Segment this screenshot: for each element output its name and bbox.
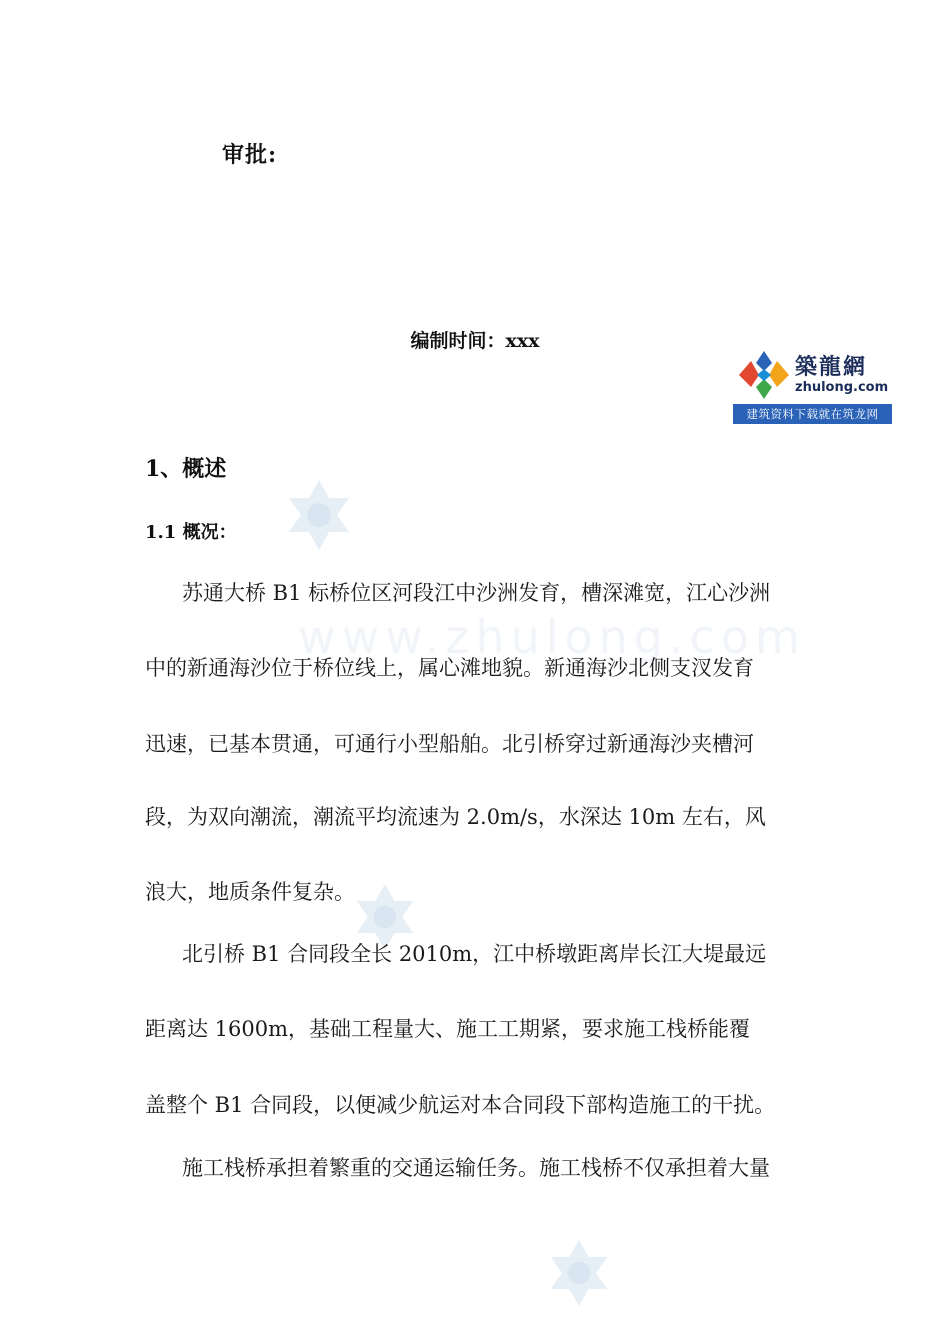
approval-label: 审批: [222,142,278,168]
paragraph-line: 浪大，地质条件复杂。 [145,880,355,904]
paragraph-line: 北引桥 B1 合同段全长 2010m，江中桥墩距离岸长江大堤最远 [182,942,767,966]
zhulong-emblem-icon [737,349,791,401]
section-subheading: 1.1 概况： [145,522,237,543]
logo-domain: zhulong.com [795,380,889,395]
logo-slogan: 建筑资料下载就在筑龙网 [733,404,892,424]
logo-name: 築龍網 [795,354,868,380]
paragraph-line: 盖整个 B1 合同段，以便减少航运对本合同段下部构造施工的干扰。 [145,1093,776,1117]
paragraph-line: 苏通大桥 B1 标桥位区河段江中沙洲发育，槽深滩宽，江心沙洲 [182,581,771,605]
zhulong-logo [733,346,892,424]
compile-time: 编制时间：xxx [410,330,540,352]
paragraph-line: 中的新通海沙位于桥位线上，属心滩地貌。新通海沙北侧支汊发育 [145,656,754,680]
paragraph-line: 距离达 1600m，基础工程量大、施工工期紧，要求施工栈桥能覆 [145,1017,751,1041]
watermark-emblem [544,1238,614,1308]
watermark-emblem [282,478,356,552]
paragraph-line: 段，为双向潮流，潮流平均流速为 2.0m/s，水深达 10m 左右，风 [145,805,766,829]
paragraph-line: 迅速，已基本贯通，可通行小型船舶。北引桥穿过新通海沙夹槽河 [145,732,754,756]
watermark-text: www.zhulong.com [298,610,806,664]
section-heading: 1、概述 [145,456,227,482]
paragraph-line: 施工栈桥承担着繁重的交通运输任务。施工栈桥不仅承担着大量 [182,1156,770,1180]
